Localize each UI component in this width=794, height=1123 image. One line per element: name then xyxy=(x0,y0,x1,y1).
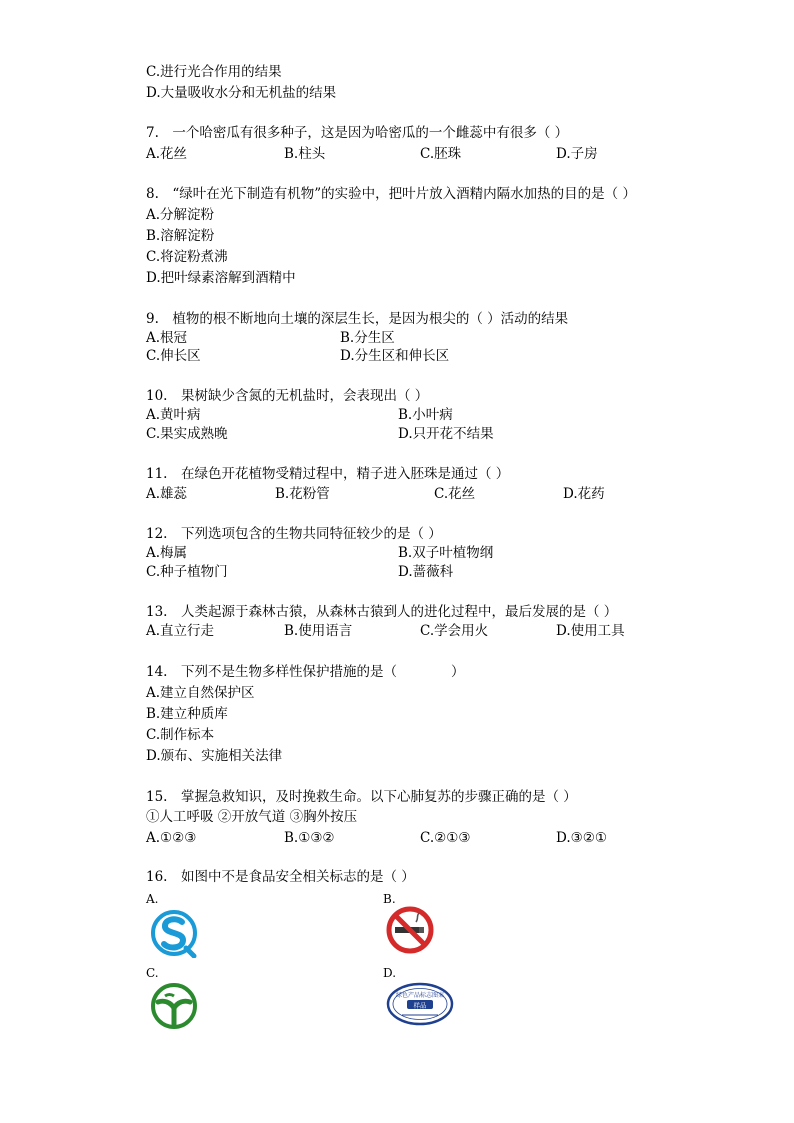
q7-option-c: C.胚珠 xyxy=(420,146,462,162)
certification-badge-icon xyxy=(386,982,454,1026)
q10-option-d: D.只开花不结果 xyxy=(398,426,494,442)
q7-option-b: B.柱头 xyxy=(284,146,326,162)
q15-option-c: C.②①③ xyxy=(420,830,471,846)
q14-stem: 14. 下列不是生物多样性保护措施的是（ ） xyxy=(146,664,465,680)
q9-option-c: C.伸长区 xyxy=(146,348,201,364)
q12-option-c: C.种子植物门 xyxy=(146,564,228,580)
q12-option-b: B.双子叶植物纲 xyxy=(398,545,494,561)
q6-option-c: C.进行光合作用的结果 xyxy=(146,64,282,80)
q9-option-a: A.根冠 xyxy=(146,330,188,346)
q7-stem: 7. 一个哈密瓜有很多种子，这是因为哈密瓜的一个雌蕊中有很多（ ） xyxy=(146,125,569,141)
q10-option-b: B.小叶病 xyxy=(398,407,453,423)
green-food-logo-icon xyxy=(150,982,198,1030)
q11-option-d: D.花药 xyxy=(563,486,605,502)
qs-quality-logo-icon xyxy=(150,908,198,958)
q16-label-d: D. xyxy=(383,966,397,980)
q11-stem: 11. 在绿色开花植物受精过程中，精子进入胚珠是通过（ ） xyxy=(146,466,510,482)
q12-option-a: A.梅属 xyxy=(146,545,188,561)
q15-stem: 15. 掌握急救知识，及时挽救生命。以下心肺复苏的步骤正确的是（ ） xyxy=(146,789,577,805)
q10-option-c: C.果实成熟晚 xyxy=(146,426,228,442)
q8-option-c: C.将淀粉煮沸 xyxy=(146,249,228,265)
q11-option-c: C.花丝 xyxy=(434,486,476,502)
q14-option-b: B.建立种质库 xyxy=(146,706,228,722)
q16-label-a: A. xyxy=(146,892,159,906)
q13-option-c: C.学会用火 xyxy=(420,623,489,639)
q16-label-c: C. xyxy=(146,966,159,980)
q11-option-b: B.花粉管 xyxy=(275,486,330,502)
q6-option-d: D.大量吸收水分和无机盐的结果 xyxy=(146,85,337,101)
q13-option-a: A.直立行走 xyxy=(146,623,215,639)
q12-option-d: D.蔷薇科 xyxy=(398,564,454,580)
q14-option-c: C.制作标本 xyxy=(146,727,215,743)
q15-option-b: B.①③② xyxy=(284,830,335,846)
q15-option-a: A.①②③ xyxy=(146,830,197,846)
q15-option-d: D.③②① xyxy=(556,830,607,846)
q16-stem: 16. 如图中不是食品安全相关标志的是（ ） xyxy=(146,869,415,885)
q9-option-d: D.分生区和伸长区 xyxy=(340,348,450,364)
q13-option-d: D.使用工具 xyxy=(556,623,625,639)
q9-stem: 9. 植物的根不断地向土壤的深层生长，是因为根尖的（ ）活动的结果 xyxy=(146,311,569,327)
q13-option-b: B.使用语言 xyxy=(284,623,353,639)
q10-option-a: A.黄叶病 xyxy=(146,407,201,423)
q11-option-a: A.雄蕊 xyxy=(146,486,188,502)
q10-stem: 10. 果树缺少含氮的无机盐时，会表现出（ ） xyxy=(146,388,429,404)
q9-option-b: B.分生区 xyxy=(340,330,395,346)
q7-option-a: A.花丝 xyxy=(146,146,188,162)
q13-stem: 13. 人类起源于森林古猿，从森林古猿到人的进化过程中，最后发展的是（ ） xyxy=(146,604,618,620)
q8-option-b: B.溶解淀粉 xyxy=(146,228,215,244)
q15-steps: ①人工呼吸 ②开放气道 ③胸外按压 xyxy=(146,809,358,825)
no-smoking-icon xyxy=(386,906,434,954)
q14-option-d: D.颁布、实施相关法律 xyxy=(146,748,283,764)
q8-stem: 8. “绿叶在光下制造有机物”的实验中，把叶片放入酒精内隔水加热的目的是（ ） xyxy=(146,186,636,202)
badge-top-text: 绿色产品标志图案 xyxy=(395,992,445,999)
badge-mid-text: 样品 xyxy=(413,1001,427,1010)
q8-option-d: D.把叶绿素溶解到酒精中 xyxy=(146,270,296,286)
q14-option-a: A.建立自然保护区 xyxy=(146,685,255,701)
q7-option-d: D.子房 xyxy=(556,146,598,162)
q12-stem: 12. 下列选项包含的生物共同特征较少的是（ ） xyxy=(146,526,442,542)
q16-label-b: B. xyxy=(383,892,396,906)
q8-option-a: A.分解淀粉 xyxy=(146,207,215,223)
